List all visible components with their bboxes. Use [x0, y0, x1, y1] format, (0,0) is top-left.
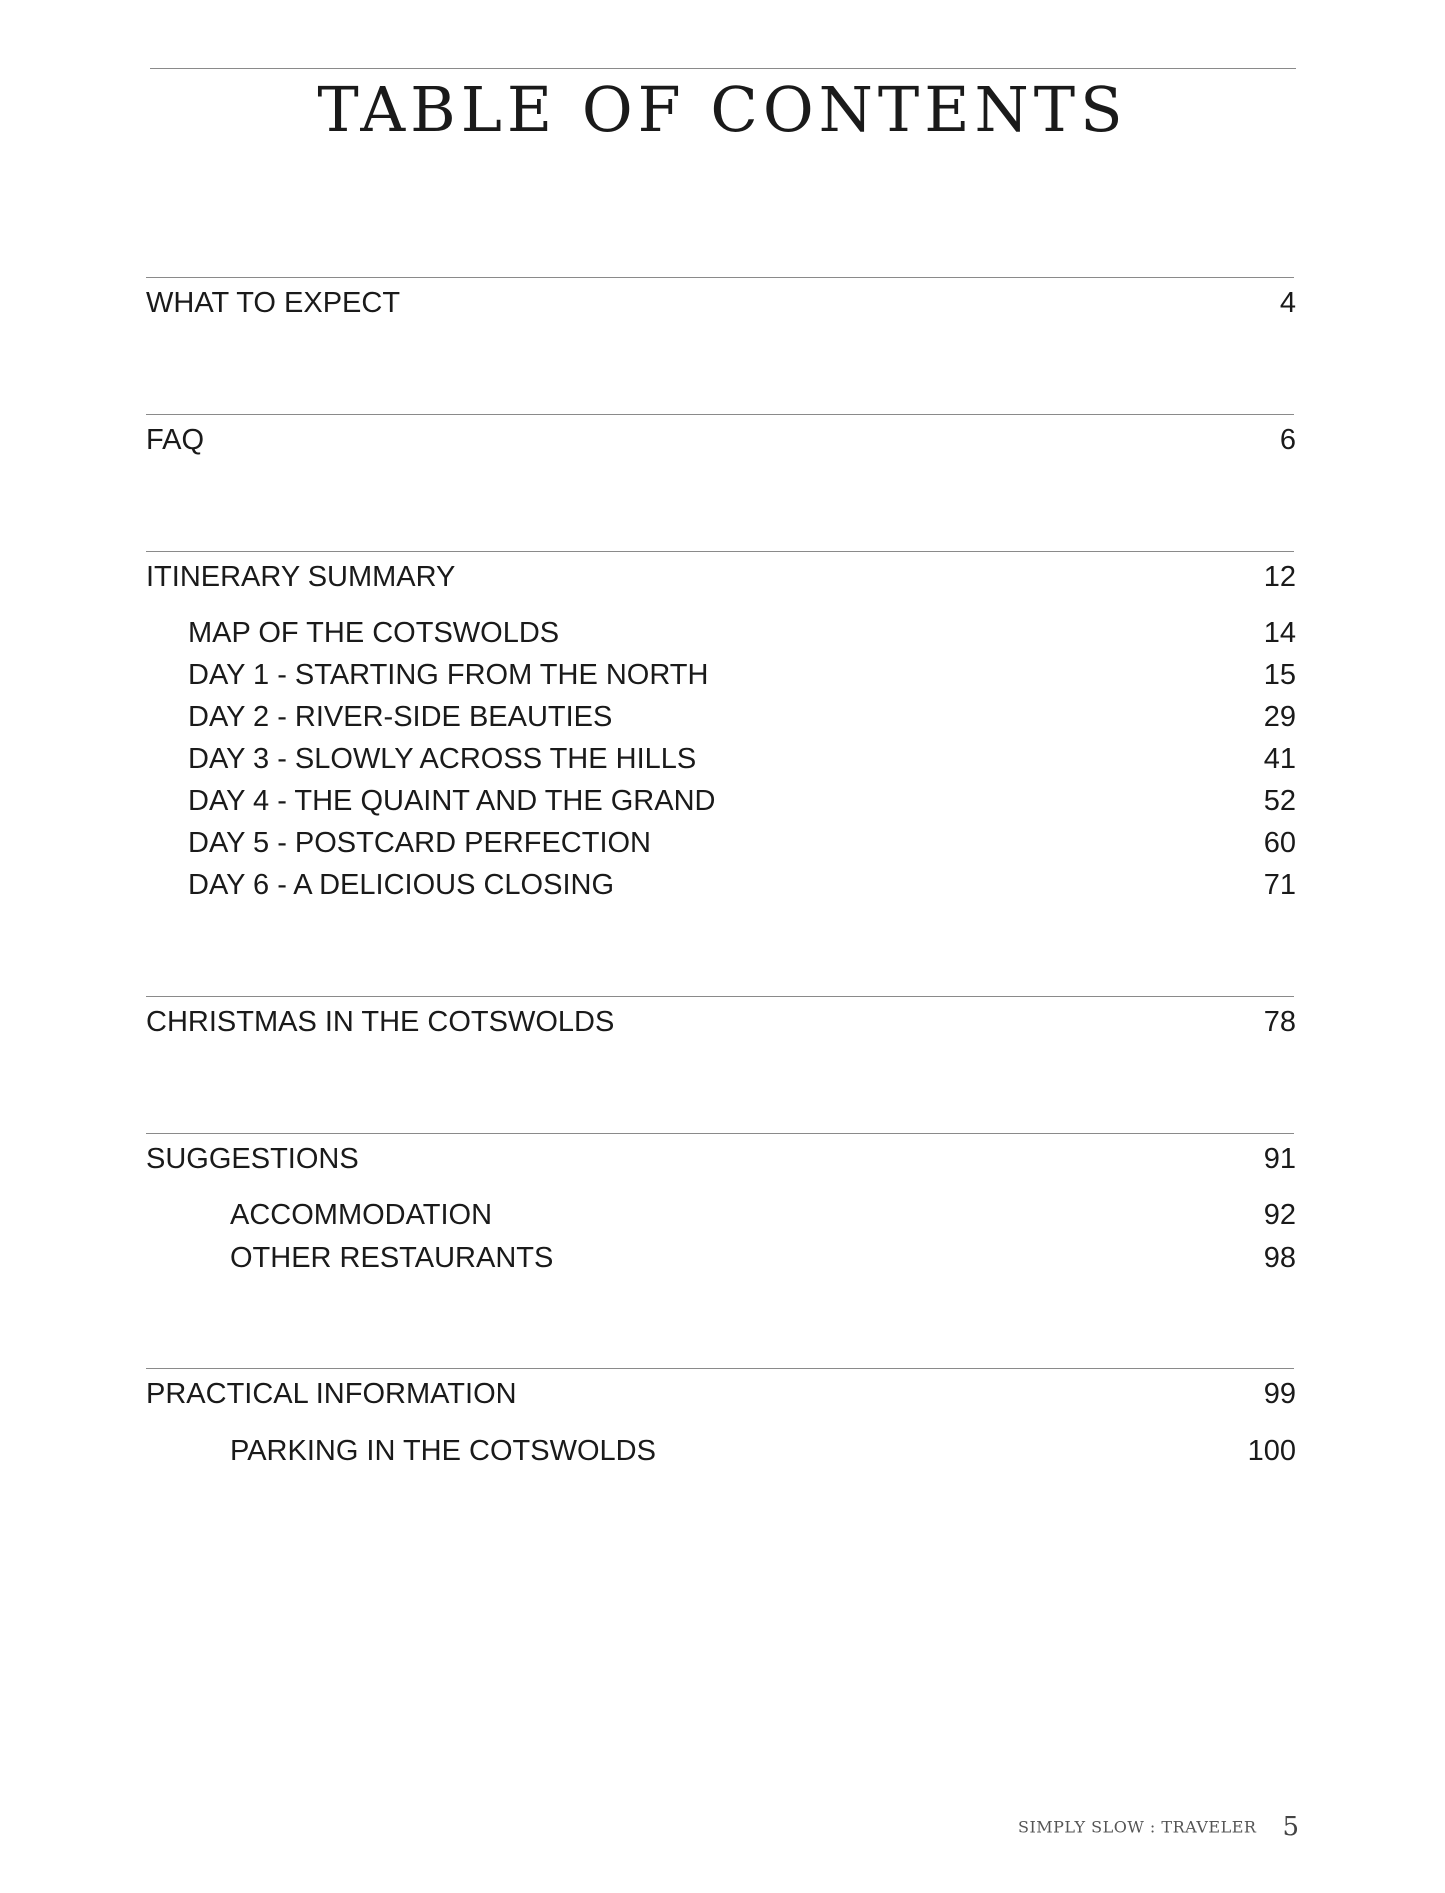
- toc-entry-label: WHAT TO EXPECT: [146, 287, 401, 319]
- toc-subentry-page: 92: [1263, 1199, 1296, 1231]
- toc-subentry-day-2[interactable]: [0, 696, 1445, 738]
- section-divider: [146, 277, 1294, 278]
- toc-entry-practical-information[interactable]: [0, 1373, 1445, 1415]
- toc-subentry-page: 98: [1263, 1242, 1296, 1274]
- toc-entry-page: 91: [1263, 1143, 1296, 1175]
- toc-entry-label: ITINERARY SUMMARY: [146, 561, 456, 593]
- toc-entry-christmas[interactable]: [0, 1001, 1445, 1043]
- toc-entry-label: SUGGESTIONS: [146, 1143, 359, 1175]
- section-divider: [146, 1133, 1294, 1134]
- toc-subentry-label: ACCOMMODATION: [230, 1199, 493, 1231]
- toc-subentry-label: PARKING IN THE COTSWOLDS: [230, 1435, 656, 1467]
- toc-entry-page: 78: [1263, 1006, 1296, 1038]
- toc-subentry-page: 41: [1263, 743, 1296, 775]
- toc-subentry-day-6[interactable]: [0, 864, 1445, 906]
- footer-page-number: 5: [1282, 1812, 1299, 1842]
- section-divider: [146, 551, 1294, 552]
- toc-subentry-other-restaurants[interactable]: [0, 1237, 1445, 1279]
- toc-subentry-label: DAY 6 - A DELICIOUS CLOSING: [188, 869, 615, 901]
- toc-subentry-day-4[interactable]: [0, 780, 1445, 822]
- toc-subentry-day-1[interactable]: [0, 654, 1445, 696]
- toc-entry-what-to-expect[interactable]: [0, 282, 1445, 324]
- toc-subentry-label: MAP OF THE COTSWOLDS: [188, 617, 560, 649]
- top-rule: [150, 68, 1296, 69]
- page-footer: [1018, 1812, 1299, 1842]
- toc-entry-label: CHRISTMAS IN THE COTSWOLDS: [146, 1006, 615, 1038]
- toc-entry-page: 6: [1279, 424, 1296, 456]
- toc-subentry-page: 71: [1263, 869, 1296, 901]
- toc-subentry-page: 60: [1263, 827, 1296, 859]
- toc-subentry-label: DAY 2 - RIVER-SIDE BEAUTIES: [188, 701, 613, 733]
- toc-subentry-label: OTHER RESTAURANTS: [230, 1242, 554, 1274]
- toc-entry-faq[interactable]: [0, 419, 1445, 461]
- section-divider: [146, 996, 1294, 997]
- toc-subentry-label: DAY 1 - STARTING FROM THE NORTH: [188, 659, 709, 691]
- toc-subentry-page: 15: [1263, 659, 1296, 691]
- toc-entry-itinerary-summary[interactable]: [0, 556, 1445, 598]
- toc-subentry-page: 100: [1247, 1435, 1296, 1467]
- toc-subentry-day-3[interactable]: [0, 738, 1445, 780]
- toc-subentry-page: 14: [1263, 617, 1296, 649]
- toc-subentry-label: DAY 3 - SLOWLY ACROSS THE HILLS: [188, 743, 697, 775]
- toc-subentry-label: DAY 4 - THE QUAINT AND THE GRAND: [188, 785, 716, 817]
- page-title: TABLE OF CONTENTS: [317, 73, 1128, 146]
- toc-entry-suggestions[interactable]: [0, 1138, 1445, 1180]
- toc-subentry-map[interactable]: [0, 612, 1445, 654]
- toc-entry-label: PRACTICAL INFORMATION: [146, 1378, 517, 1410]
- toc-subentry-day-5[interactable]: [0, 822, 1445, 864]
- toc-subentry-label: DAY 5 - POSTCARD PERFECTION: [188, 827, 651, 859]
- toc-entry-page: 4: [1279, 287, 1296, 319]
- toc-subentry-page: 29: [1263, 701, 1296, 733]
- toc-entry-page: 99: [1263, 1378, 1296, 1410]
- toc-subentry-page: 52: [1263, 785, 1296, 817]
- toc-subentry-parking[interactable]: [0, 1430, 1445, 1472]
- section-divider: [146, 414, 1294, 415]
- toc-entry-label: FAQ: [146, 424, 205, 456]
- section-divider: [146, 1368, 1294, 1369]
- toc-entry-page: 12: [1263, 561, 1296, 593]
- toc-subentry-accommodation[interactable]: [0, 1194, 1445, 1236]
- footer-brand: SIMPLY SLOW : TRAVELER: [1018, 1817, 1257, 1837]
